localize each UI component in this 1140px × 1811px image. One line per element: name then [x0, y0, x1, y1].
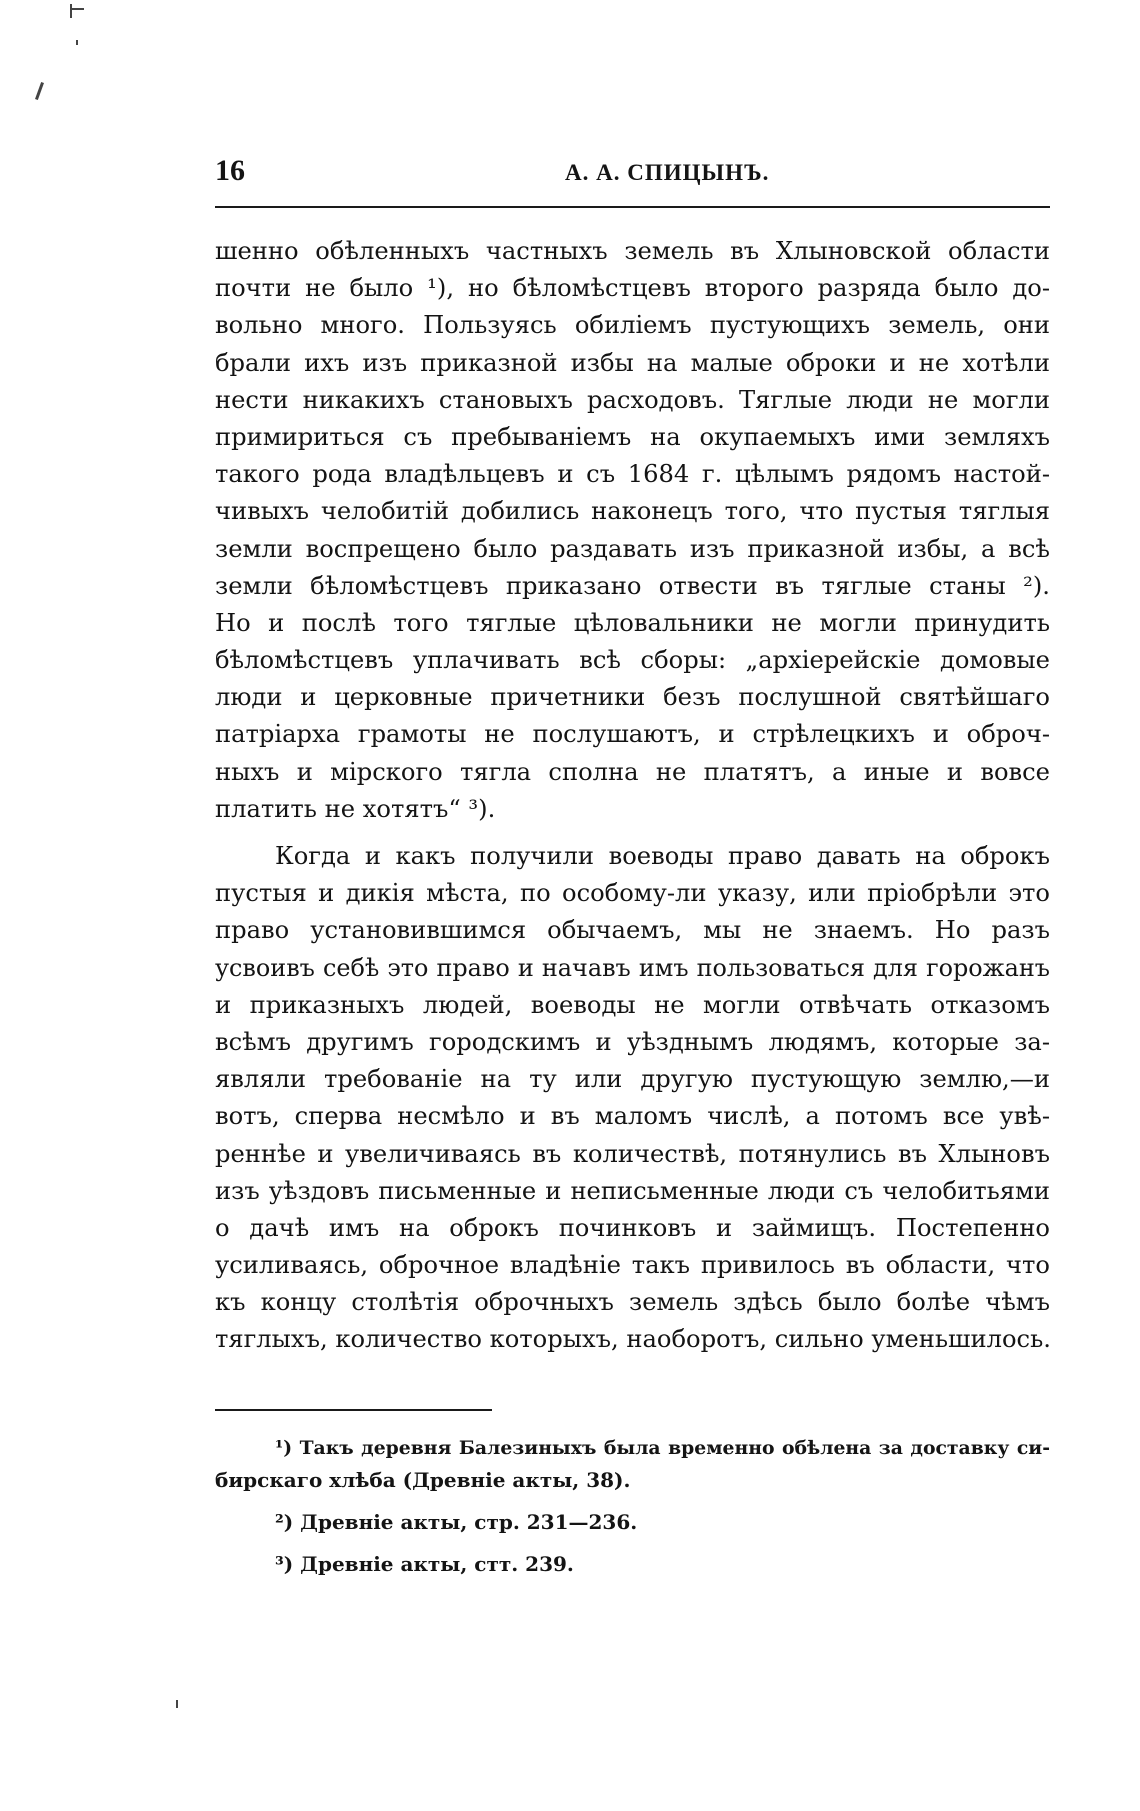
body-line: реннѣе и увеличиваясь въ количествѣ, потянулись въ Хлыновъ [215, 1139, 1050, 1168]
body-line: тяглыхъ, количество которыхъ, наоборотъ, сильно уменьшилось. [215, 1325, 1051, 1354]
page-number: 16 [215, 154, 245, 187]
scan-mark [35, 82, 44, 100]
body-line: усиливаясь, оброчное владѣніе такъ привилось въ области, что [215, 1251, 1050, 1280]
footnote-1: ¹) Такъ деревня Балезиныхъ была временно обѣлена за доставку си- [275, 1437, 1050, 1459]
body-line: почти не было ¹), но бѣломѣстцевъ второго разряда было до- [215, 274, 1050, 303]
body-line: и приказныхъ людей, воеводы не могли отвѣчать отказомъ [215, 990, 1050, 1019]
body-line: бѣломѣстцевъ уплачивать всѣ сборы: „архіерейскіе домовые [215, 646, 1050, 675]
scan-mark [76, 40, 78, 45]
body-line: чивыхъ челобитій добились наконецъ того, что пустыя тяглыя [215, 497, 1050, 526]
body-line: право установившимся обычаемъ, мы не знаемъ. Но разъ [215, 916, 1050, 945]
paragraph-start-line: Когда и какъ получили воеводы право давать на оброкъ [275, 842, 1050, 870]
body-line: Но и послѣ того тяглые цѣловальники не могли принудить [215, 608, 1050, 637]
body-line: земли воспрещено было раздавать изъ приказной избы, а всѣ [215, 534, 1050, 563]
body-line: всѣмъ другимъ городскимъ и уѣзднымъ людямъ, которые за- [215, 1027, 1050, 1056]
running-head: А. А. СПИЦЫНЪ. [565, 160, 770, 185]
body-text [215, 233, 1050, 1359]
scan-mark [176, 1700, 178, 1708]
footnote-2: ²) Древніе акты, стр. 231—236. [275, 1510, 638, 1534]
body-line: люди и церковные причетники безъ послушной святѣйшаго [215, 683, 1050, 712]
footnote-3: ³) Древніе акты, стт. 239. [275, 1552, 574, 1576]
body-line: патріарха грамоты не послушаютъ, и стрѣлецкихъ и оброч- [215, 720, 1050, 749]
body-line: шенно обѣленныхъ частныхъ земель въ Хлыновской области [215, 237, 1050, 265]
footnotes [215, 1432, 1050, 1580]
body-line: земли бѣломѣстцевъ приказано отвести въ тяглые станы ²). [215, 571, 1050, 600]
body-line: нести никакихъ становыхъ расходовъ. Тяглые люди не могли [215, 385, 1050, 414]
body-line: пустыя и дикія мѣста, по особому-ли указу, или пріобрѣли это [215, 879, 1050, 908]
body-line: усвоивъ себѣ это право и начавъ имъ пользоваться для горожанъ [215, 953, 1050, 982]
body-line: ныхъ и мірского тягла сполна не платятъ, а иные и вовсе [215, 757, 1050, 786]
body-line: примириться съ пребываніемъ на окупаемыхъ ими земляхъ [215, 422, 1050, 451]
page-header [215, 148, 1050, 208]
body-line: являли требованіе на ту или другую пустующую землю,—и [215, 1065, 1050, 1094]
footnote-separator [215, 1409, 492, 1411]
body-line: о дачѣ имъ на оброкъ починковъ и займищъ. Постепенно [215, 1213, 1050, 1242]
body-line: изъ уѣздовъ письменные и неписьменные люди съ челобитьями [215, 1176, 1050, 1205]
body-line: брали ихъ изъ приказной избы на малые оброки и не хотѣли [215, 348, 1050, 377]
scan-mark [72, 8, 84, 10]
body-line: такого рода владѣльцевъ и съ 1684 г. цѣлымъ рядомъ настой- [215, 460, 1050, 489]
body-line: вольно много. Пользуясь обиліемъ пустующихъ земель, они [215, 311, 1050, 340]
body-line: вотъ, сперва несмѣло и въ маломъ числѣ, а потомъ все увѣ- [215, 1102, 1050, 1131]
body-line: къ концу столѣтія оброчныхъ земель здѣсь было болѣе чѣмъ [215, 1288, 1050, 1317]
paragraph-end-line: платить не хотятъ“ ³). [215, 794, 496, 823]
scan-mark [70, 4, 72, 18]
footnote-1-continued: бирскаго хлѣба (Древніе акты, 38). [215, 1468, 631, 1492]
